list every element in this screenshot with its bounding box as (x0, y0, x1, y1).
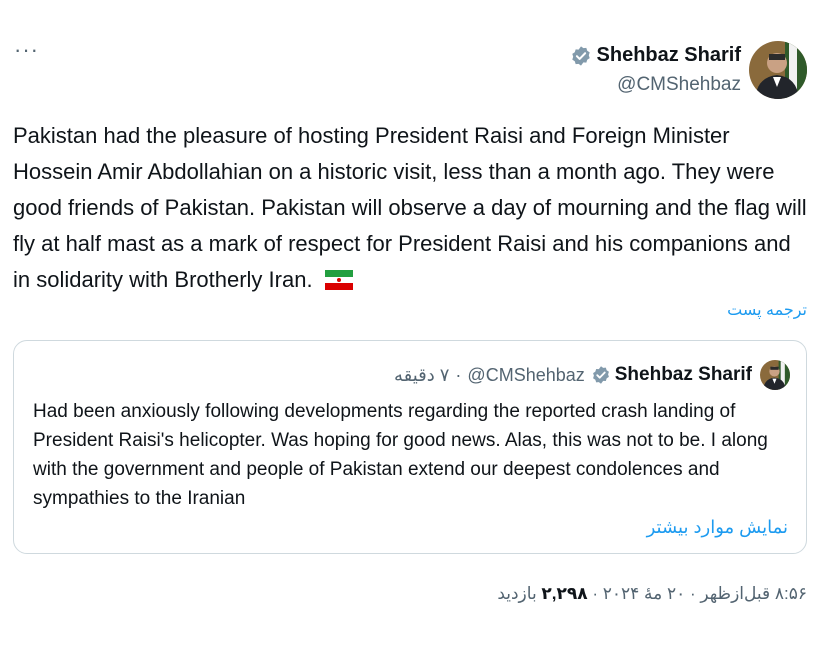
quoted-author-avatar[interactable] (760, 360, 790, 390)
quoted-handle[interactable]: @CMShehbaz (467, 364, 585, 385)
more-options-button[interactable]: ··· (14, 37, 39, 62)
quoted-author-name[interactable]: Shehbaz Sharif (614, 364, 752, 385)
views-count: ۲,۲۹۸ (541, 584, 588, 603)
author-avatar[interactable] (749, 41, 807, 99)
verified-badge-icon (570, 45, 592, 67)
show-more-link[interactable]: نمایش موارد بیشتر (646, 517, 788, 537)
quoted-timestamp[interactable]: ۷ دقیقه (393, 364, 450, 385)
quoted-tweet-header (394, 361, 790, 389)
author-name[interactable]: Shehbaz Sharif (596, 44, 741, 66)
post-date[interactable]: ۲۰ مهٔ ۲۰۲۴ (602, 584, 686, 603)
quoted-tweet-card[interactable] (13, 340, 807, 554)
author-handle[interactable]: @CMShehbaz (617, 74, 741, 95)
verified-badge-icon (591, 365, 611, 385)
tweet-text: Pakistan had the pleasure of hosting President Raisi and Foreign Minister Hossein Amir Abdollahian on a historic visit, less than a month ago. They were good friends of Pakistan. Pakistan will observe a day of mourning and the flag will fly at half mast as a mark of respect for President Raisi and his companions and in solidarity with Brotherly Iran. (13, 123, 807, 292)
meta-separator: · (685, 584, 701, 603)
iran-flag-icon (325, 270, 353, 290)
translate-post-link[interactable]: ترجمه پست (727, 302, 807, 319)
quoted-tweet-text: Had been anxiously following developments regarding the reported crash landing of President Raisi's helicopter. Was hoping for good news. Alas, this was not to be. I along with the government and people of Pakistan extend our deepest condolences and sympathies to the Iranian (33, 401, 768, 509)
author-name-row (570, 44, 741, 67)
views-label: بازدید (497, 584, 542, 603)
tweet-meta (497, 584, 807, 604)
meta-separator: · (587, 584, 603, 603)
quoted-separator: · (455, 364, 462, 385)
post-time[interactable]: ۸:۵۶ قبل‌ازظهر (700, 584, 807, 603)
tweet-body (13, 118, 813, 298)
